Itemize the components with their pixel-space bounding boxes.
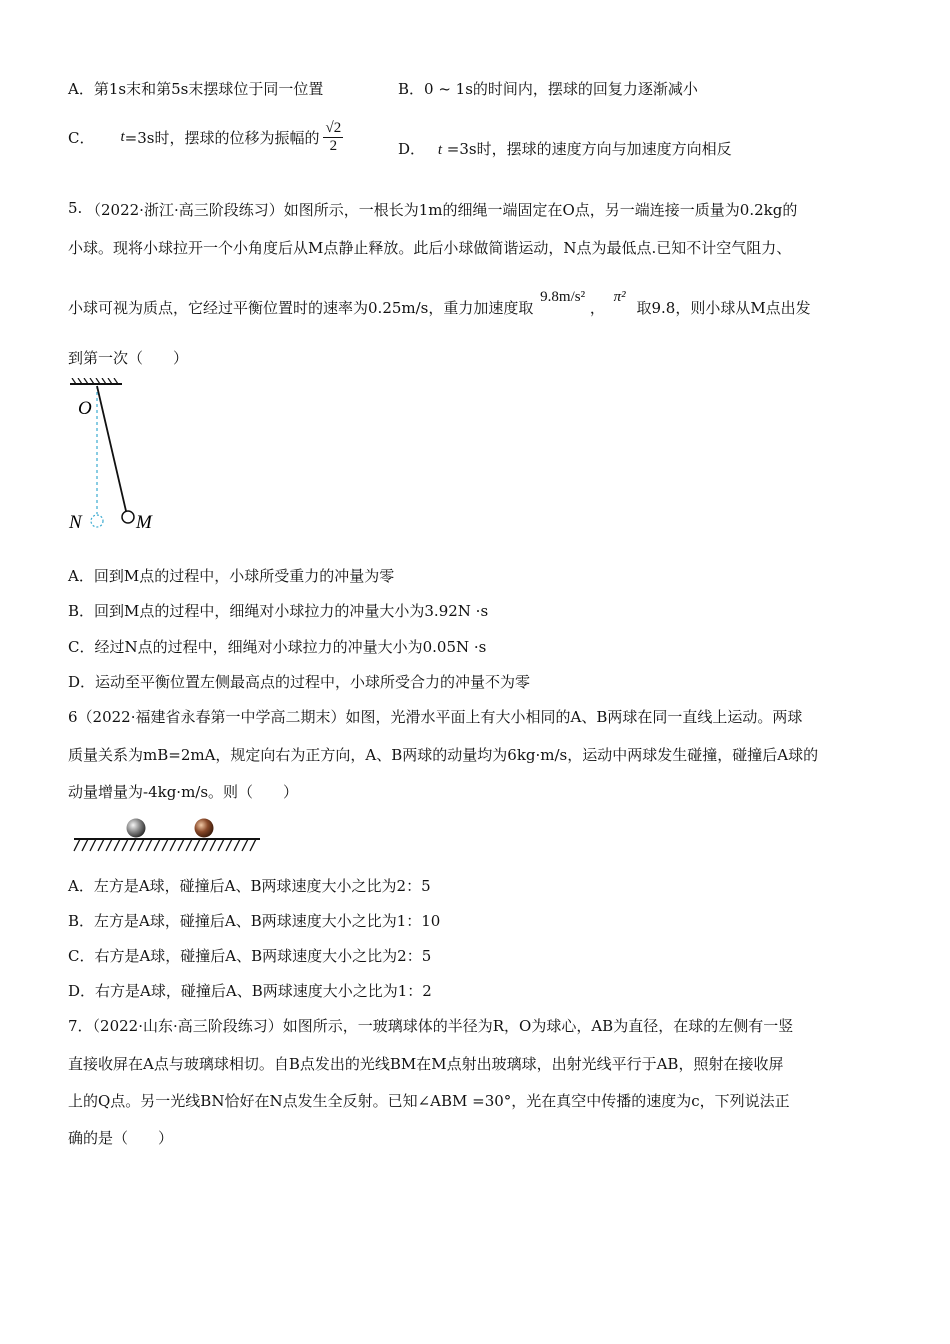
- q5-option-b: B．回到M点的过程中，细绳对小球拉力的冲量大小为3.92N ·s: [68, 602, 489, 620]
- label-n: N: [69, 512, 82, 533]
- q6-option-b: B．左方是A球，碰撞后A、B两球速度大小之比为1：10: [68, 912, 441, 930]
- q5-option-a: A．回到M点的过程中，小球所受重力的冲量为零: [68, 567, 395, 585]
- q5-stem-line2: 小球。现将小球拉开一个小角度后从M点静止释放。此后小球做简谐运动，N点为最低点.已知不计空气阻力、: [68, 239, 792, 257]
- ball-at-m: [122, 511, 134, 523]
- q6-stem-line2: 质量关系为mB=2mA，规定向右为正方向，A、B两球的动量均为6kg·m/s，运动中两球发生碰撞，碰撞后A球的: [68, 746, 819, 764]
- q4-option-d: [398, 138, 732, 159]
- label-o: O: [78, 398, 92, 419]
- pendulum-string: [97, 386, 126, 511]
- q4-c-denominator: 2: [329, 137, 338, 154]
- q4-c-var-t: t: [120, 128, 125, 145]
- q7-stem-line1: 7．（2022·山东·高三阶段练习）如图所示，一玻璃球体的半径为R，O为球心，AB为直径，在球的左侧有一竖: [68, 1017, 794, 1035]
- q4-option-c: [68, 112, 343, 162]
- q7-stem-line3: 上的Q点。另一光线BN恰好在N点发生全反射。已知∠ABM =30°，光在真空中传播的速度为c，下列说法正: [68, 1092, 790, 1110]
- q5-stem-line3b: 取9.8，则小球从M点出发: [636, 299, 811, 317]
- pendulum-figure: [66, 378, 166, 538]
- q5-option-c: C．经过N点的过程中，细绳对小球拉力的冲量大小为0.05N ·s: [68, 638, 487, 656]
- q5-number: 5.: [68, 199, 83, 217]
- q5-comma: ，: [589, 299, 605, 317]
- q4-c-prefix: C．: [68, 128, 95, 147]
- q6-option-d: D．右方是A球，碰撞后A、B两球速度大小之比为1：2: [68, 982, 432, 1000]
- q4-option-b: B．0 ~ 1s的时间内，摆球的回复力逐渐减小: [398, 80, 698, 98]
- label-m: M: [136, 512, 152, 533]
- two-balls-figure: [72, 815, 264, 857]
- q5-option-d: D．运动至平衡位置左侧最高点的过程中，小球所受合力的冲量不为零: [68, 673, 531, 691]
- q6-stem-line1: 6（2022·福建省永春第一中学高二期末）如图，光滑水平面上有大小相同的A、B两球在同一直线上运动。两球: [68, 708, 803, 726]
- q6-option-c: C．右方是A球，碰撞后A、B两球速度大小之比为2：5: [68, 947, 432, 965]
- ground-hatch: [74, 839, 256, 851]
- q4-d-var-t: t: [437, 142, 442, 158]
- q4-d-text: =3s时，摆球的速度方向与加速度方向相反: [446, 140, 732, 158]
- q7-stem-line2: 直接收屏在A点与玻璃球相切。自B点发出的光线BM在M点射出玻璃球，出射光线平行于AB，照射在接收屏: [68, 1055, 784, 1073]
- q4-d-prefix: D．: [398, 140, 426, 158]
- q5-stem-line3: [68, 289, 811, 319]
- left-ball: [127, 819, 146, 838]
- q5-g-value: 9.8m/s²: [540, 289, 586, 305]
- q4-c-fraction: [323, 120, 343, 155]
- q4-c-numerator: √2: [325, 119, 342, 136]
- q5-pi-squared: π²: [613, 289, 626, 305]
- q5-stem-line4: 到第一次（ ）: [68, 349, 189, 367]
- q5-stem-line1: （2022·浙江·高三阶段练习）如图所示，一根长为1m的细绳一端固定在O点，另一端连接一质量为0.2kg的: [86, 201, 798, 219]
- q5-stem-line3a: 小球可视为质点，它经过平衡位置时的速率为0.25m/s，重力加速度取: [68, 299, 534, 317]
- ball-at-n: [91, 515, 103, 527]
- q4-option-a: A．第1s末和第5s末摆球位于同一位置: [68, 80, 324, 98]
- q6-option-a: A．左方是A球，碰撞后A、B两球速度大小之比为2：5: [68, 877, 431, 895]
- right-ball: [195, 819, 214, 838]
- q6-stem-line3: 动量增量为-4kg·m/s。则（ ）: [68, 783, 299, 801]
- q7-stem-line4: 确的是（ ）: [68, 1129, 174, 1147]
- q4-c-text: =3s时，摆球的位移为振幅的: [124, 128, 320, 147]
